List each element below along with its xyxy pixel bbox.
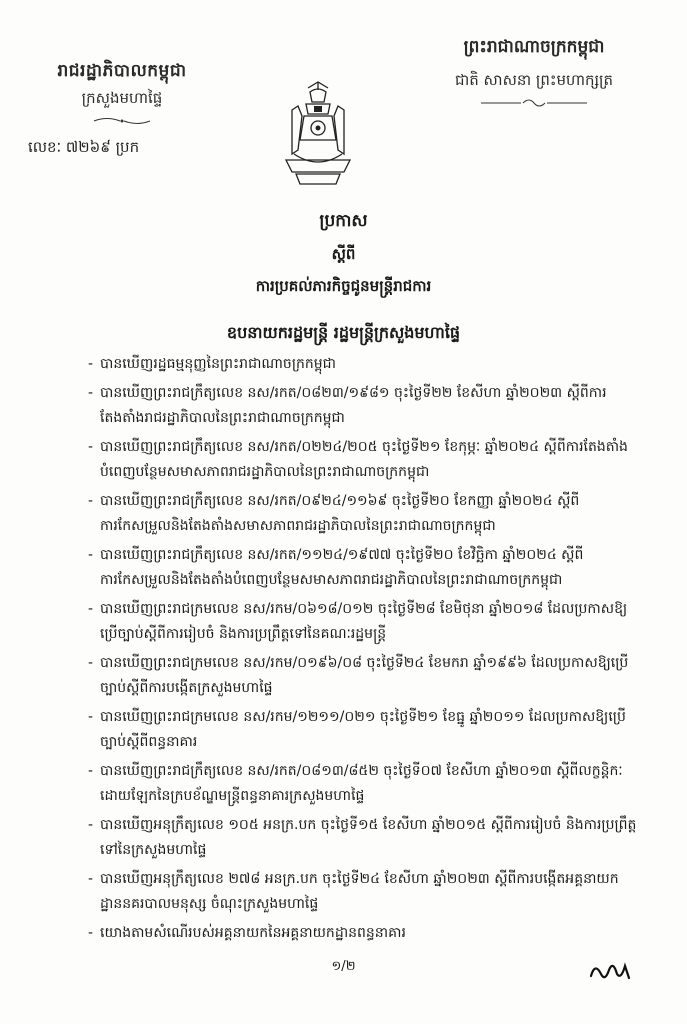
- about-label: ស្ដីពី: [331, 245, 356, 263]
- ministry-name: ក្រសួងមហាផ្ទៃ: [81, 89, 163, 107]
- list-item: - បានឃើញព្រះរាជក្រឹត្យលេខ នស/រកត/០៨២៣/១៩៨១ ចុះថ្ងៃទី២២ ខែសីហា ឆ្នាំ២០២៣ ស្ដីពីការតែងតាំងរាជរដ្ឋាភិបាលនៃព្រះរាជាណាចក្រកម្ពុជា: [88, 384, 607, 426]
- ornament-divider-icon: [92, 116, 152, 126]
- list-item: - បានឃើញអនុក្រឹត្យលេខ ១០៥ អនក្រ.បក ចុះថ្ងៃទី១៥ ខែសីហា ឆ្នាំ២០១៥ ស្ដីពីការរៀបចំ និងការប្រព្រឹត្តទៅនៃក្រសួងមហាផ្ទៃ: [88, 816, 637, 858]
- list-item: - បានឃើញរដ្ឋធម្មនុញ្ញនៃព្រះរាជាណាចក្រកម្ពុជា: [88, 356, 336, 372]
- issuer-title: ឧបនាយករដ្ឋមន្ត្រី រដ្ឋមន្ត្រីក្រសួងមហាផ្ទៃ: [226, 323, 461, 342]
- royal-coat-of-arms-icon: [270, 80, 366, 190]
- handwritten-initials-icon: [585, 956, 635, 986]
- document-subject: ការប្រគល់ភារកិច្ចជូនមន្ត្រីរាជការ: [255, 277, 432, 295]
- ornament-divider-icon: [479, 97, 589, 109]
- issuing-authority-block: [22, 60, 222, 130]
- national-motto: ជាតិ សាសនា ព្រះមហាក្សត្រ: [454, 71, 614, 89]
- list-item: - បានឃើញព្រះរាជក្រឹត្យលេខ នស/រកត/០២២៤/២០៥ ចុះថ្ងៃទី២១ ខែកុម្ភៈ ឆ្នាំ២០២៤ ស្ដីពីការតែងតាំងបំពេញបន្ថែមសមាសភាពរាជរដ្ឋាភិបាលនៃព្រះរាជាណាចក្រកម្ពុជា: [88, 438, 628, 480]
- list-item: - បានឃើញអនុក្រឹត្យលេខ ២៧៨ អនក្រ.បក ចុះថ្ងៃទី២៤ ខែសីហា ឆ្នាំ២០២៣ ស្ដីពីការបង្កើតអគ្គនាយកដ្ឋាននគរបាលមនុស្ស ចំណុះក្រសួងមហាផ្ទៃ: [88, 870, 619, 912]
- list-item: - បានឃើញព្រះរាជក្រមលេខ នស/រកម/១២១១/០២១ ចុះថ្ងៃទី២១ ខែធ្នូ ឆ្នាំ២០១១ ដែលប្រកាសឱ្យប្រើច្បាប់ស្ដីពីពន្ធនាគារ: [88, 708, 626, 750]
- government-name: រាជរដ្ឋាភិបាលកម្ពុជា: [57, 61, 187, 81]
- kingdom-motto-block: [419, 36, 649, 113]
- page-number: ១/២: [331, 959, 356, 974]
- list-item: - បានឃើញព្រះរាជក្រឹត្យលេខ នស/រកត/១១២៤/១៩៧៧ ចុះថ្ងៃទី២០ ខែវិច្ឆិកា ឆ្នាំ២០២៤ ស្ដីពីការកែសម្រួលនិងតែងតាំងបំពេញបន្ថែមសមាសភាពរាជរដ្ឋាភិបាលនៃព្រះរាជាណាចក្រកម្ពុជា: [88, 546, 584, 588]
- list-item: - យោងតាមសំណើរបស់អគ្គនាយកនៃអគ្គនាយកដ្ឋានពន្ធនាគារ: [88, 924, 406, 941]
- legal-basis-list: [88, 352, 637, 949]
- reference-number: លេខៈ ៧២៦៩ ប្រក: [28, 138, 140, 156]
- document-title-block: [0, 210, 687, 299]
- document-type: ប្រកាស: [319, 211, 368, 231]
- kingdom-name: ព្រះរាជាណាចក្រកម្ពុជា: [463, 37, 605, 57]
- list-item: - បានឃើញព្រះរាជក្រមលេខ នស/រកម/០៦១៨/០១២ ចុះថ្ងៃទី២៨ ខែមិថុនា ឆ្នាំ២០១៨ ដែលប្រកាសឱ្យប្រើច្បាប់ស្ដីពីការរៀបចំ និងការប្រព្រឹត្តទៅនៃគណៈរដ្ឋមន្ត្រី: [88, 600, 628, 642]
- list-item: - បានឃើញព្រះរាជក្រឹត្យលេខ នស/រកត/០៨១៣/៨៥២ ចុះថ្ងៃទី០៧ ខែសីហា ឆ្នាំ២០១៣ ស្ដីពីលក្ខន្តិកៈដោយឡែកនៃក្របខ័ណ្ឌមន្ត្រីពន្ធនាគារក្រសួងមហាផ្ទៃ: [88, 762, 623, 804]
- list-item: - បានឃើញព្រះរាជក្រឹត្យលេខ នស/រកត/០៩២៤/១១៦៩ ចុះថ្ងៃទី២០ ខែកញ្ញា ឆ្នាំ២០២៤ ស្ដីពីការកែសម្រួលនិងតែងតាំងសមាសភាពរាជរដ្ឋាភិបាលនៃព្រះរាជាណាចក្រកម្ពុជា: [88, 492, 580, 534]
- list-item: - បានឃើញព្រះរាជក្រមលេខ នស/រកម/០១៩៦/០៨ ចុះថ្ងៃទី២៤ ខែមករា ឆ្នាំ១៩៩៦ ដែលប្រកាសឱ្យប្រើច្បាប់ស្ដីពីការបង្កើតក្រសួងមហាផ្ទៃ: [88, 654, 629, 696]
